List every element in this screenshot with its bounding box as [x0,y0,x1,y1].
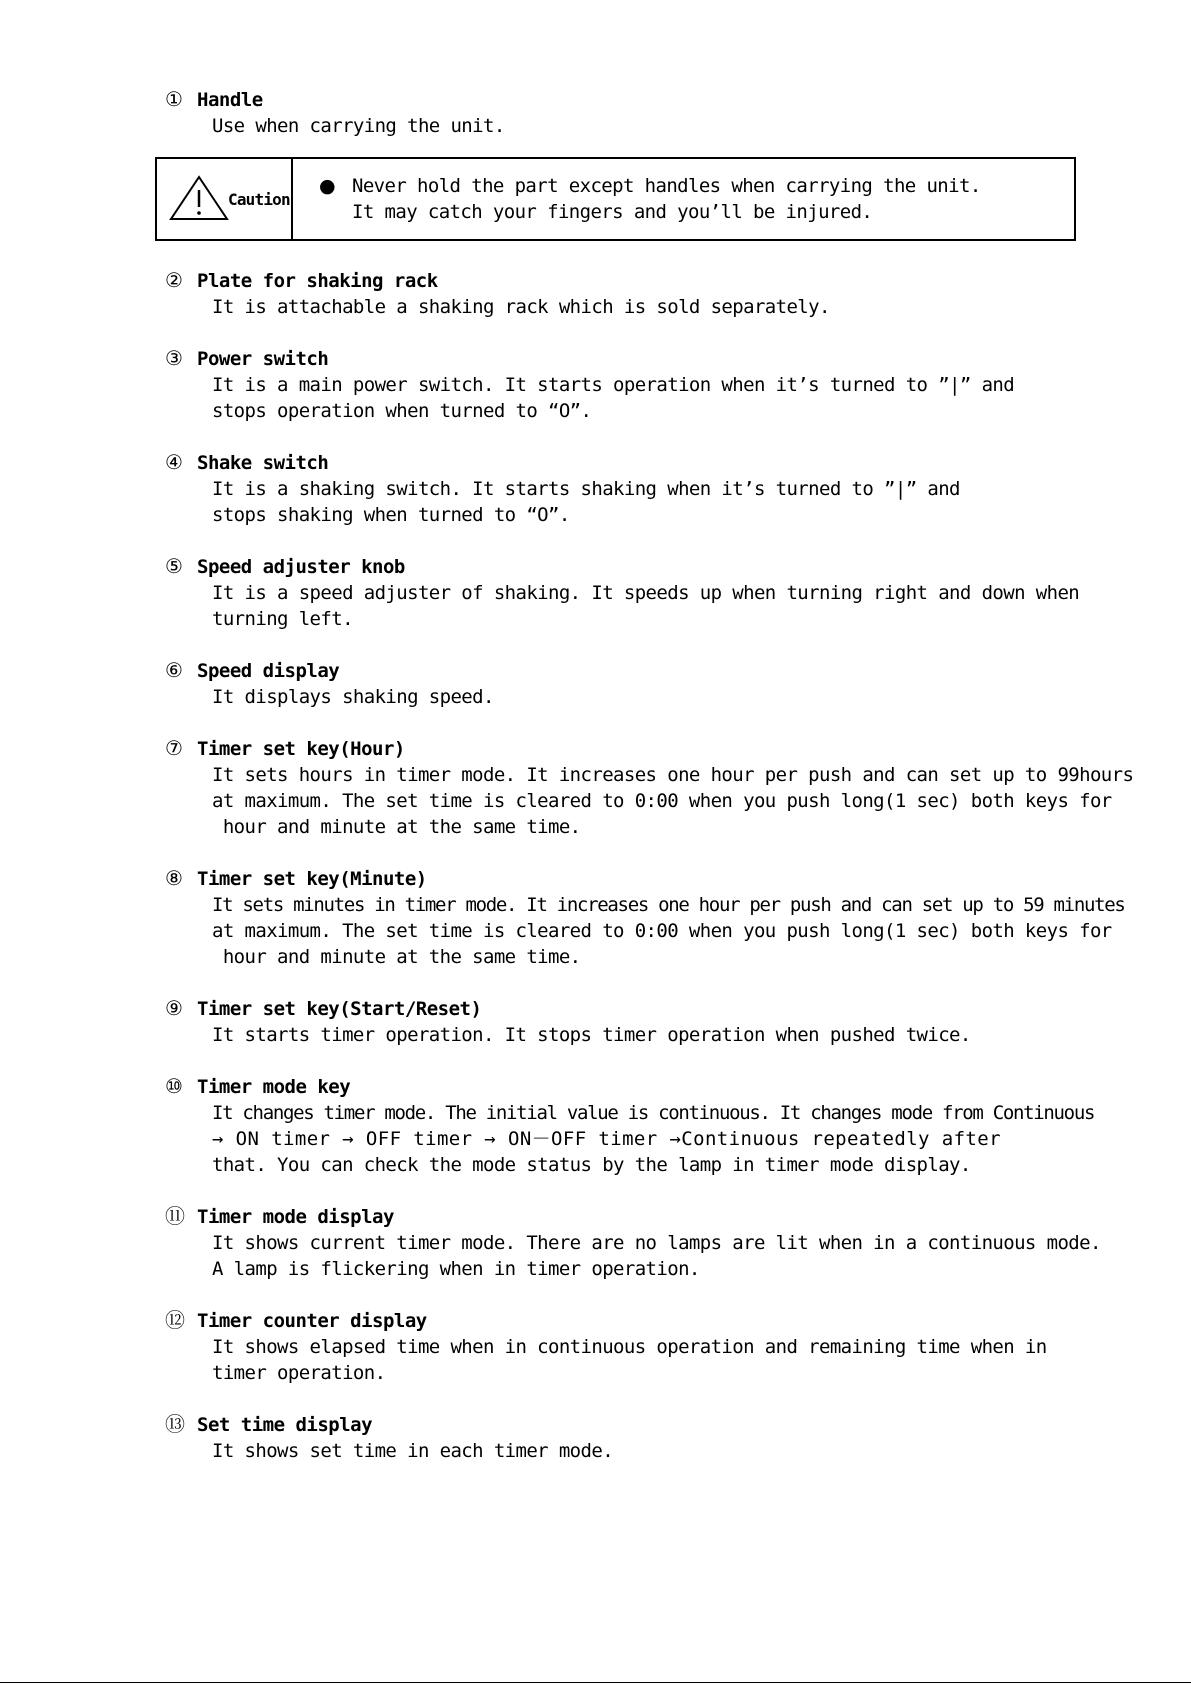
section-line: at maximum. The set time is cleared to 0:00 when you push long(1 sec) both keys for [212,790,1112,812]
section-number: ⑦ [165,736,183,760]
section-line: A lamp is flickering when in timer operation. [212,1258,700,1280]
section-title [165,657,1085,684]
section-line: It displays shaking speed. [212,686,494,708]
section-title-text: Speed adjuster knob [197,556,405,578]
section-line: It shows elapsed time when in continuous operation and remaining time when in [212,1336,1047,1358]
caution-line: It may catch your fingers and you’ll be injured. [352,201,873,223]
section-title [165,1411,1085,1438]
section-line: It changes timer mode. The initial value is continuous. It changes mode from Continuous [212,1102,1095,1124]
section-title [165,865,1085,892]
section-number: ⑫ [165,1308,185,1332]
section-title-text: Set time display [197,1414,373,1436]
caution-box [155,157,1076,241]
section-title [165,735,1085,762]
section-line: It is a shaking switch. It starts shaking when it’s turned to ”|” and [212,478,960,500]
section-title-text: Speed display [197,660,340,682]
page-bottom-border [0,1682,1191,1683]
section-line: It sets minutes in timer mode. It increases one hour per push and can set up to 59 minutes [212,894,1125,916]
section-number: ⑪ [165,1204,185,1228]
section-number: ⑥ [165,658,183,682]
section-set-time-display [165,1411,1085,1464]
section-title-text: Timer mode display [197,1206,394,1228]
section-line: stops operation when turned to “O”. [212,400,592,422]
section-title [165,86,1085,113]
section-title-text: Plate for shaking rack [197,270,438,292]
section-title [165,1307,1085,1334]
section-number: ② [165,268,183,292]
section-line: hour and minute at the same time. [212,816,581,838]
section-number: ④ [165,450,183,474]
section-title-text: Power switch [197,348,329,370]
section-speed-adjuster-knob [165,553,1085,632]
section-handle [165,86,1085,139]
section-line: It is a main power switch. It starts operation when it’s turned to ”|” and [212,374,1015,396]
caution-label: Caution [228,190,290,209]
section-timer-mode-display [165,1203,1101,1282]
section-line: It shows set time in each timer mode. [212,1440,614,1462]
section-title [165,449,1085,476]
section-number: ① [165,87,183,111]
section-timer-counter-display [165,1307,1085,1386]
section-title-text: Timer set key(Start/Reset) [197,998,482,1020]
section-shake-switch [165,449,1085,528]
section-number: ⑤ [165,554,183,578]
section-line: hour and minute at the same time. [212,946,581,968]
section-timer-set-key-hour [165,735,1134,840]
section-title [165,1073,1085,1100]
section-title [165,1203,1085,1230]
section-timer-set-key-minute [165,865,1125,970]
section-title [165,267,1085,294]
section-line: It sets hours in timer mode. It increases one hour per push and can set up to 99hours [212,764,1134,786]
section-line: Use when carrying the unit. [212,115,505,137]
section-line: at maximum. The set time is cleared to 0:00 when you push long(1 sec) both keys for [212,920,1112,942]
section-line: It shows current timer mode. There are no lamps are lit when in a continuous mode. [212,1232,1101,1254]
section-number: ③ [165,346,183,370]
section-title [165,345,1085,372]
section-line: It is attachable a shaking rack which is sold separately. [212,296,830,318]
caution-label-cell [157,159,293,239]
section-speed-display [165,657,1085,710]
section-title-text: Handle [197,89,263,111]
section-line: that. You can check the mode status by the lamp in timer mode display. [212,1154,971,1176]
section-title-text: Timer set key(Minute) [197,868,427,890]
section-title-text: Timer counter display [197,1310,427,1332]
section-title-text: Shake switch [197,452,329,474]
section-power-switch [165,345,1085,424]
section-number: ⑧ [165,866,183,890]
bullet-icon: ● [319,175,335,197]
section-title-text: Timer set key(Hour) [197,738,405,760]
section-timer-mode-key [165,1073,1095,1178]
section-line: → ON timer → OFF timer → ON－OFF timer →Continuous repeatedly after [212,1128,1001,1150]
section-plate-for-shaking-rack [165,267,1085,320]
section-line: It is a speed adjuster of shaking. It speeds up when turning right and down when [212,582,1080,604]
section-number: ⑨ [165,996,183,1020]
section-line: turning left. [212,608,353,630]
section-line: timer operation. [212,1362,386,1384]
section-line: stops shaking when turned to “O”. [212,504,570,526]
warning-triangle-icon [169,175,229,221]
section-title [165,553,1085,580]
section-number: ⑩ [165,1074,183,1098]
section-number: ⑬ [165,1412,185,1436]
section-title-text: Timer mode key [197,1076,351,1098]
section-line: It starts timer operation. It stops timer operation when pushed twice. [212,1024,971,1046]
section-title [165,995,1085,1022]
caution-content [293,159,981,239]
section-timer-set-key-start-reset [165,995,1085,1048]
caution-line: Never hold the part except handles when carrying the unit. [352,175,981,197]
